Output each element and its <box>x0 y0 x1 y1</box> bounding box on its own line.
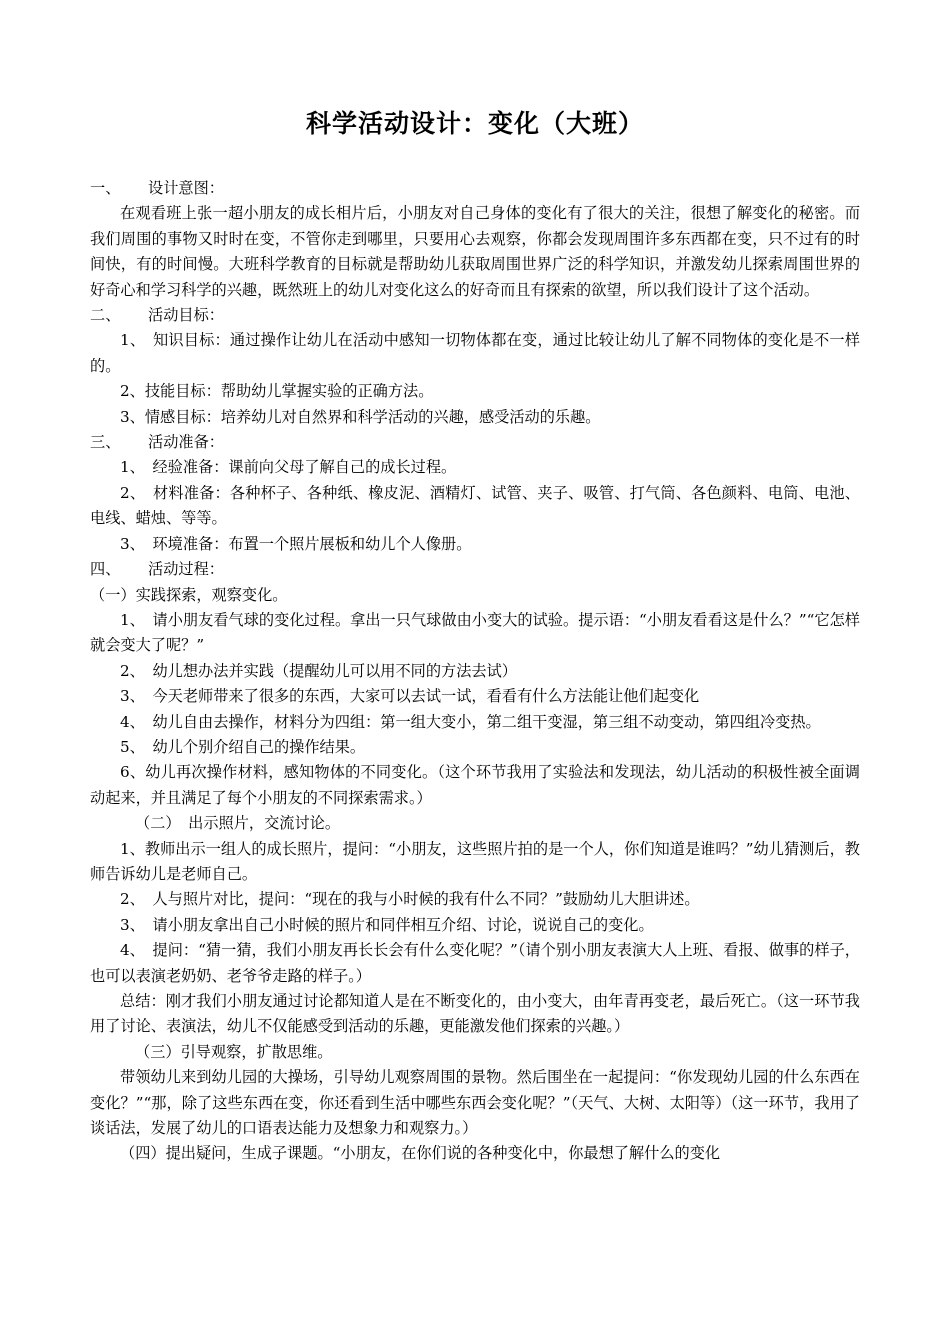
process-item: 5、 幼儿个别介绍自己的操作结果。 <box>120 737 366 756</box>
section-heading-1: 一、 设计意图： <box>90 179 224 197</box>
summary-paragraph: 总结：刚才我们小朋友通过讨论都知道人是在不断变化的，由小变大，由年青再变老，最后死亡。（这一环节我用了讨论、表演法，幼儿不仅能感受到活动的乐趣，更能激发他们探索的兴趣。） <box>90 992 860 1036</box>
section-heading-4: 四、 活动过程： <box>90 560 224 579</box>
goal-item: 2、技能目标：帮助幼儿掌握实验的正确方法。 <box>120 382 434 401</box>
process-item: 2、 人与照片对比，提问：“现在的我与小时候的我有什么不同？”鼓励幼儿大胆讲述。 <box>120 890 700 909</box>
process-item: 2、 幼儿想办法并实践（提醒幼儿可以用不同的方法去试） <box>120 661 517 680</box>
design-intent-paragraph: 在观看班上张一超小朋友的成长相片后，小朋友对自己身体的变化有了很大的关注，很想了解变化的秘密。而我们周围的事物又时时在变，不管你走到哪里，只要用心去观察，你都会发现周围许多东西都在变，只不过有的时间快，有的时间慢。大班科学教育的目标就是帮助幼儿获取周围世界广泛的科学知识，并激发幼儿探索周围世界的好奇心和学习科学的兴趣，既然班上的幼儿对变化这么的好奇而且有探索的欲望，所以我们设计了这个活动。 <box>90 204 860 299</box>
part-heading-2: （二） 出示照片，交流讨论。 <box>135 814 341 833</box>
preparation-item: 3、 环境准备：布置一个照片展板和幼儿个人像册。 <box>120 534 472 553</box>
process-item: 4、 提问：“猜一猜，我们小朋友再长长会有什么变化呢？”（请个别小朋友表演大人上班、看报、做事的样子，也可以表演老奶奶、老爷爷走路的样子。） <box>90 941 860 985</box>
goal-item: 3、情感目标：培养幼儿对自然界和科学活动的兴趣，感受活动的乐趣。 <box>120 407 601 426</box>
section-heading-3: 三、 活动准备： <box>90 433 224 452</box>
part-heading-4-paragraph: （四）提出疑问，生成子课题。“小朋友，在你们说的各种变化中，你最想了解什么的变化 <box>120 1144 721 1163</box>
goal-item: 1、 知识目标：通过操作让幼儿在活动中感知一切物体都在变，通过比较让幼儿了解不同物体的变化是不一样的。 <box>90 331 860 375</box>
process-item: 4、 幼儿自由去操作，材料分为四组：第一组大变小，第二组干变湿，第三组不动变动，第四组冷变热。 <box>120 712 821 731</box>
process-item: 3、 请小朋友拿出自己小时候的照片和同伴相互介绍、讨论，说说自己的变化。 <box>120 915 654 934</box>
process-item: 1、 请小朋友看气球的变化过程。拿出一只气球做由小变大的试验。提示语：“小朋友看看这是什么？”“它怎样就会变大了呢？” <box>90 610 860 655</box>
process-item: 3、 今天老师带来了很多的东西，大家可以去试一试，看看有什么方法能让他们起变化 <box>120 687 700 706</box>
document-body <box>90 176 860 1167</box>
part-heading-1: （一）实践探索，观察变化。 <box>90 585 288 604</box>
observation-paragraph: 带领幼儿来到幼儿园的大操场，引导幼儿观察周围的景物。然后围坐在一起提问：“你发现幼儿园的什么东西在变化？”“那，除了这些东西在变，你还看到生活中哪些东西会变化呢？”（天气、大树、太阳等）（这一环节，我用了谈话法，发展了幼儿的口语表达能力及想象力和观察力。） <box>90 1068 860 1138</box>
part-heading-3: （三）引导观察，扩散思维。 <box>135 1042 333 1061</box>
section-heading-2: 二、 活动目标： <box>90 306 224 325</box>
document-title: 科学活动设计：变化（大班） <box>305 109 644 138</box>
process-item: 1、教师出示一组人的成长照片，提问：“小朋友，这些照片拍的是一个人，你们知道是谁吗？”幼儿猜测后，教师告诉幼儿是老师自己。 <box>90 839 860 883</box>
preparation-item: 1、 经验准备：课前向父母了解自己的成长过程。 <box>120 458 457 477</box>
process-item: 6、幼儿再次操作材料，感知物体的不同变化。（这个环节我用了实验法和发现法，幼儿活动的积极性被全面调动起来，并且满足了每个小朋友的不同探索需求。） <box>90 763 860 807</box>
preparation-item: 2、 材料准备：各种杯子、各种纸、橡皮泥、酒精灯、试管、夹子、吸管、打气筒、各色颜料、电筒、电池、电线、蜡烛、等等。 <box>90 483 860 528</box>
